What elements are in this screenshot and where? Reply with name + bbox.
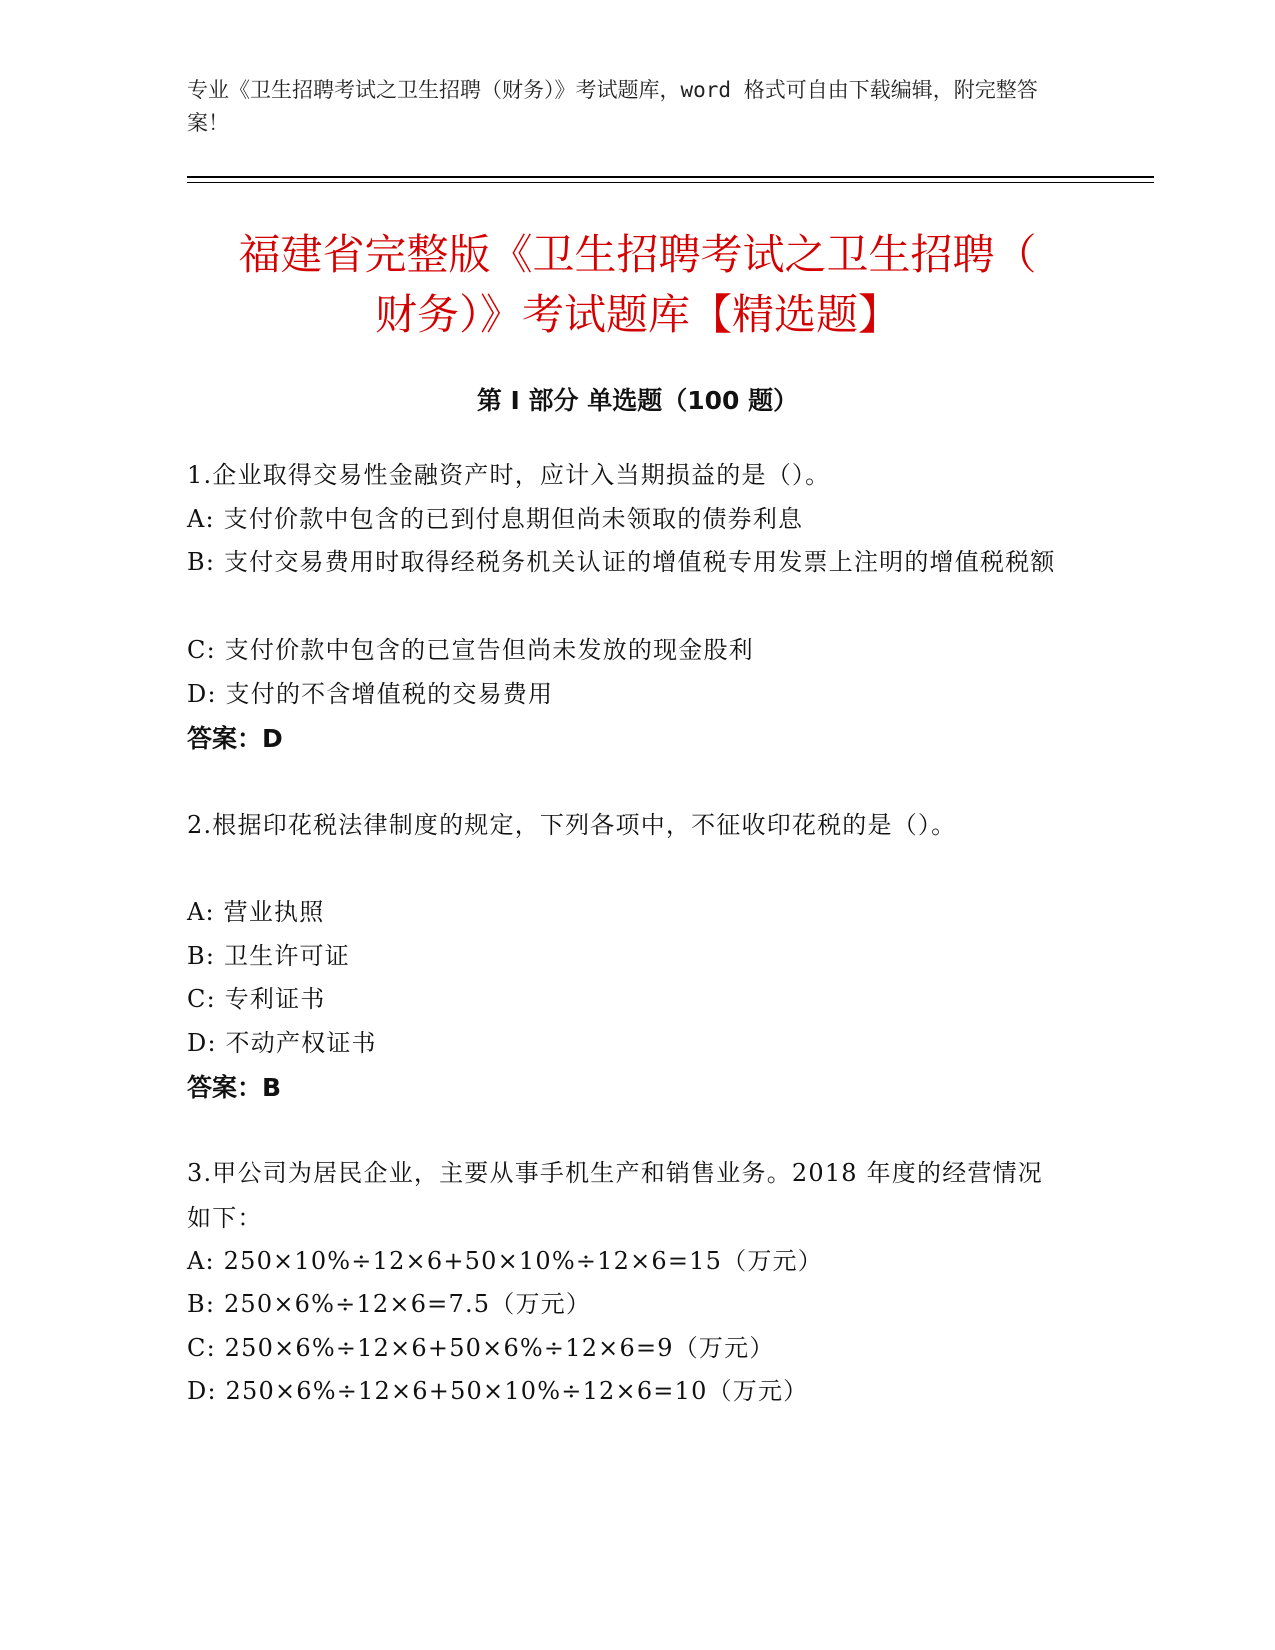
question-2-option-a: A: 营业执照 bbox=[187, 898, 325, 926]
question-1-option-b: B: 支付交易费用时取得经税务机关认证的增值税专用发票上注明的增值税税额 bbox=[187, 548, 1056, 576]
section-heading: 第 I 部分 单选题（100 题） bbox=[476, 386, 799, 415]
question-3-option-d: D: 250×6%÷12×6+50×10%÷12×6=10（万元） bbox=[187, 1377, 809, 1405]
document-title-line-1: 福建省完整版《卫生招聘考试之卫生招聘（ bbox=[238, 230, 1037, 279]
question-1-stem: 1.企业取得交易性金融资产时，应计入当期损益的是（）。 bbox=[187, 461, 831, 489]
question-3-option-a: A: 250×10%÷12×6+50×10%÷12×6=15（万元） bbox=[187, 1247, 823, 1275]
question-1-option-d: D: 支付的不含增值税的交易费用 bbox=[187, 680, 554, 708]
question-1-option-c: C: 支付价款中包含的已宣告但尚未发放的现金股利 bbox=[187, 636, 754, 664]
question-3-option-c: C: 250×6%÷12×6+50×6%÷12×6=9（万元） bbox=[187, 1334, 775, 1362]
question-3-option-b: B: 250×6%÷12×6=7.5（万元） bbox=[187, 1290, 592, 1318]
question-1-answer: 答案：D bbox=[187, 724, 283, 753]
question-2-option-b: B: 卫生许可证 bbox=[187, 942, 350, 970]
header-rule-thick bbox=[187, 176, 1154, 178]
question-1-option-a: A: 支付价款中包含的已到付息期但尚未领取的债券利息 bbox=[187, 505, 804, 533]
question-2-option-c: C: 专利证书 bbox=[187, 985, 326, 1013]
question-2-stem: 2.根据印花税法律制度的规定，下列各项中，不征收印花税的是（）。 bbox=[187, 811, 957, 839]
header-note: 专业《卫生招聘考试之卫生招聘（财务）》考试题库，word 格式可自由下载编辑，附完整答案！ bbox=[187, 78, 1038, 135]
question-2-option-d: D: 不动产权证书 bbox=[187, 1029, 377, 1057]
document-title bbox=[150, 225, 1125, 345]
question-2-answer: 答案：B bbox=[187, 1073, 282, 1102]
header-rule-thin bbox=[187, 182, 1154, 183]
question-3-stem: 3.甲公司为居民企业，主要从事手机生产和销售业务。2018 年度的经营情况如下： bbox=[187, 1159, 1044, 1232]
document-title-line-2: 财务）》考试题库【精选题】 bbox=[374, 290, 900, 339]
